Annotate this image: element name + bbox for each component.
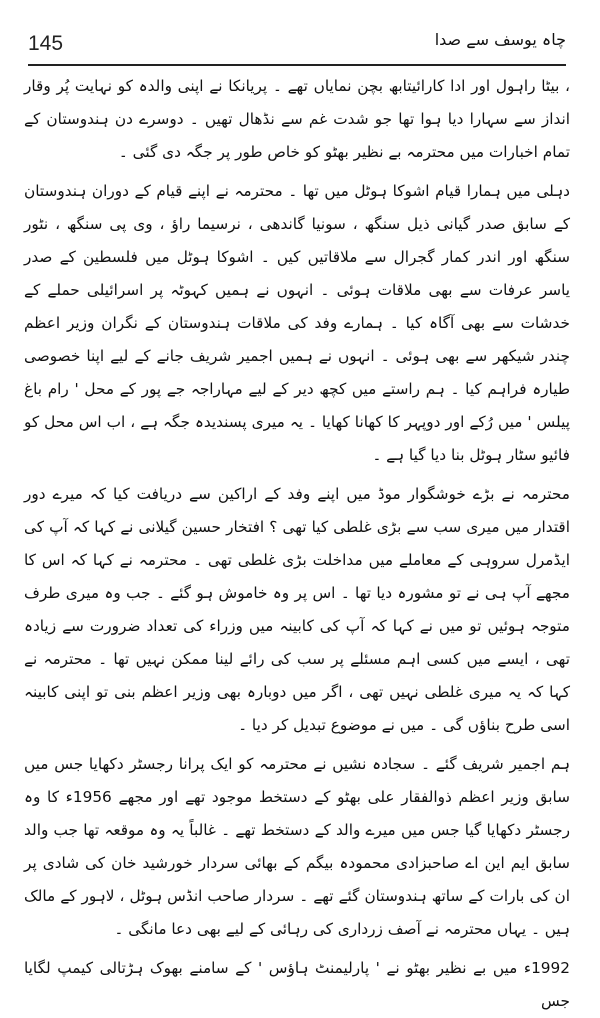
header-rule bbox=[28, 64, 566, 66]
paragraph-4: ہم اجمیر شریف گئے ۔ سجادہ نشیں نے محترمہ کو ایک پرانا رجسٹر دکھایا جس میں سابق وزیر اعظم ذوالفقار علی بھٹو کے دستخط موجود تھے اور مجھے 1956ء کا وہ رجسٹر دکھایا گیا جس میں میرے والد کے دستخط تھے ۔ غالباً یہ وہ موقعہ تھا جب والد سابق ایم این اے صاحبزادی محمودہ بیگم کے بھائی سردار خورشید خان کی شادی پر ان کی بارات کے ساتھ ہندوستان گئے تھے ۔ سردار صاحب انڈس ہوٹل ، لاہور کے مالک ہیں ۔ یہاں محترمہ نے آصف زرداری کی رہائی کے لیے بھی دعا مانگی ۔ bbox=[24, 755, 570, 938]
page-header bbox=[28, 30, 566, 64]
body-text bbox=[24, 70, 570, 1018]
paragraph-5: 1992ء میں بے نظیر بھٹو نے ' پارلیمنٹ ہاؤس ' کے سامنے بھوک ہڑتالی کیمپ لگایا جس bbox=[24, 959, 570, 1010]
paragraph-2: دہلی میں ہمارا قیام اشوکا ہوٹل میں تھا ۔ محترمہ نے اپنے قیام کے دوران ہندوستان کے سابق صدر گیانی ذیل سنگھ ، سونیا گاندھی ، نرسیما راؤ ، وی پی سنگھ ، نٹور سنگھ اور اندر کمار گجرال سے ملاقاتیں کیں ۔ اشوکا ہوٹل میں فلسطین کے صدر یاسر عرفات سے بھی ملاقات ہوئی ۔ انہوں نے ہمیں کہوٹہ پر اسرائیلی حملے کے خدشات سے بھی آگاہ کیا ۔ ہمارے وفد کی ملاقات ہندوستان کے نگران وزیر اعظم چندر شیکھر سے بھی ہوئی ۔ انہوں نے ہمیں اجمیر شریف جانے کے لیے اپنا خصوصی طیارہ فراہم کیا ۔ ہم راستے میں کچھ دیر کے لیے مہاراجہ جے پور کے محل ' رام باغ پیلس ' میں رُکے اور دوپہر کا کھانا کھایا ۔ یہ میری پسندیدہ جگہ ہے ، اب اس محل کو فائیو سٹار ہوٹل بنا دیا گیا ہے ۔ bbox=[24, 182, 570, 464]
page-number: 145 bbox=[28, 32, 64, 55]
paragraph-3: محترمہ نے بڑے خوشگوار موڈ میں اپنے وفد کے اراکین سے دریافت کیا کہ میرے دور اقتدار میں میری سب سے بڑی غلطی کیا تھی ؟ افتخار حسین گیلانی نے کہا کہ آپ کی ایڈمرل سروہی کے معاملے میں مداخلت بڑی غلطی تھی ۔ محترمہ نے کہا کہ اس کا مجھے آپ ہی نے تو مشورہ دیا تھا ۔ اس پر وہ خاموش ہو گئے ۔ جب وہ میری طرف متوجہ ہوئیں تو میں نے کہا کہ آپ کی کابینہ میں وزراء کی تعداد ضرورت سے زیادہ تھی ، ایسے میں کسی اہم مسئلے پر سب کی رائے لینا ممکن نہیں تھا ۔ محترمہ نے کہا کہ یہ میری غلطی نہیں تھی ، اگر میں دوبارہ بھی وزیر اعظم بنی تو اپنی کابینہ اسی طرح بناؤں گی ۔ میں نے موضوع تبدیل کر دیا ۔ bbox=[24, 485, 570, 734]
running-title: چاہ یوسف سے صدا bbox=[434, 30, 566, 49]
paragraph-1: ، بیٹا راہول اور ادا کارائیتابھ بچن نمایاں تھے ۔ پریانکا نے اپنی والدہ کو نہایت پُر وقار انداز سے سہارا دیا ہوا تھا جو شدت غم سے نڈھال تھیں ۔ دوسرے دن ہندوستان کے تمام اخبارات میں محترمہ بے نظیر بھٹو کو خاص طور پر جگہ دی گئی ۔ bbox=[24, 77, 570, 161]
